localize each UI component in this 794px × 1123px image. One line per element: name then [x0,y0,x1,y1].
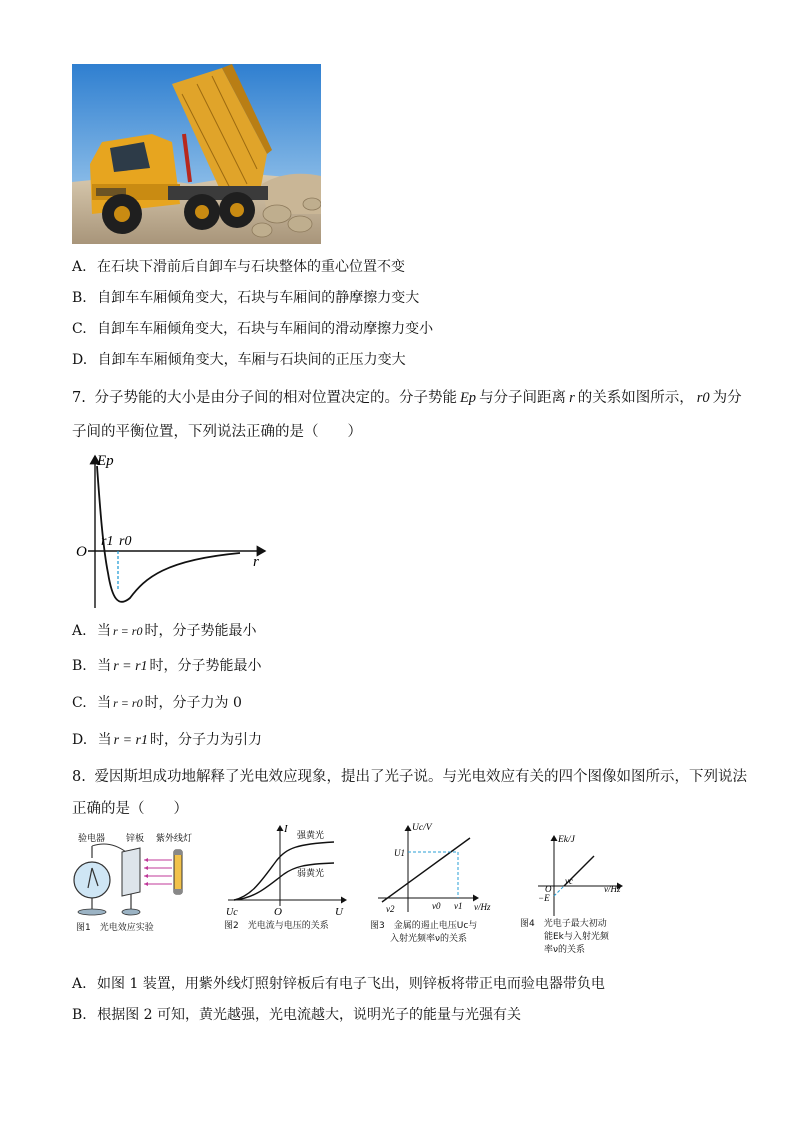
x-axis-label: U [335,906,343,918]
uc-label: Uc [226,907,238,918]
stem-text: 为分 [712,390,742,406]
option-condition: r = r0 [113,696,143,710]
figure-4-kinetic-energy [518,830,638,960]
option-text: 当 [97,623,112,639]
electroscope [74,862,110,898]
figure-3-stopping-voltage [368,818,508,948]
q8-stem-line2: 正确的是（ ） [72,801,188,817]
stem-text: 的关系如图所示， [577,390,694,406]
option-condition: r = r1 [113,659,148,674]
caption-line: 图4 光电子最大初动 [520,919,607,929]
dump-truck-photo [72,64,321,244]
y-axis-label: I [284,823,288,835]
option-letter: D. [72,732,88,748]
label-uv-lamp: 紫外线灯 [156,834,193,844]
option-condition: r = r0 [113,624,143,638]
r0-label: r0 [119,534,132,549]
ek-extension-dashed [554,886,564,896]
option-text: 时，分子势能最小 [149,658,262,674]
weak-light-label: 弱黄光 [297,869,325,879]
option-text: 时，分子力为引力 [149,732,262,748]
option-letter: C. [72,695,87,711]
strong-light-label: 强黄光 [297,831,325,841]
y-axis-label: Uc/V [412,823,432,833]
neg-e-label: −E [538,893,550,903]
q7-option-a [72,620,256,640]
figure-1-photoelectric-setup [70,828,205,940]
option-text: 当 [97,658,112,674]
option-text: 当 [97,732,112,748]
q7-stem-line2: 子间的平衡位置，下列说法正确的是（ ） [72,424,362,440]
figure-2-current-voltage [222,820,352,940]
option-letter: A. [72,623,87,639]
option-text: 自卸车车厢倾角变大，石块与车厢间的静摩擦力变大 [97,290,420,306]
q6-option-a [72,256,405,276]
ep-r-graph [70,448,270,613]
option-letter: D. [72,352,88,368]
q7-option-b [72,655,262,675]
option-letter: A. [72,259,87,275]
q8-stem-line1 [72,765,747,786]
figure-1-caption: 图1 光电效应实验 [76,923,154,933]
u1-label: U1 [394,848,405,858]
option-letter: B. [72,658,87,674]
y-axis-label: Ek/J [558,835,575,845]
q7-stem-line1 [72,386,742,407]
option-letter: C. [72,321,87,337]
option-text: 时，分子势能最小 [144,623,257,639]
option-text: 如图 1 装置，用紫外线灯照射锌板后有电子飞出，则锌板将带正电而验电器带负电 [97,976,605,992]
x-axis-label: r [253,554,259,570]
y-axis-label: Ep [97,453,114,469]
x-axis-label: ν/Hz [604,884,621,894]
zinc-plate [122,848,140,896]
q7-option-d [72,729,262,749]
q6-option-b [72,287,419,307]
origin-label: O [274,906,282,918]
q8-option-b [72,1004,521,1024]
option-letter: B. [72,290,87,306]
figure-2-caption: 图2 光电流与电压的关系 [224,921,329,931]
option-text: 自卸车车厢倾角变大，石块与车厢间的滑动摩擦力变小 [97,321,434,337]
option-text: 时，分子力为 0 [144,695,242,711]
option-condition: r = r1 [113,733,148,748]
nu0-label: ν0 [432,901,441,911]
stem-text: 与分子间距离 [479,390,567,406]
caption-line: 入射光频率ν的关系 [390,934,468,944]
option-text: 根据图 2 可知，黄光越强，光电流越大，说明光子的能量与光强有关 [97,1007,522,1023]
x-axis-label: ν/Hz [474,902,491,912]
caption-line: 率ν的关系 [544,945,586,955]
var-ep: Ep [459,390,477,406]
figure-4-caption [520,918,609,957]
nu1-label: ν1 [454,901,463,911]
caption-line: 能Ek与入射光频 [544,932,609,942]
var-r: r [569,390,575,406]
label-zinc-plate: 锌板 [126,834,145,844]
q6-option-d [72,349,406,369]
nu2-label: ν2 [386,904,395,914]
q7-option-c [72,692,242,712]
stem-text: 分子势能的大小是由分子间的相对位置决定的。分子势能 [94,390,457,406]
uv-lamp [174,850,182,894]
option-text: 当 [97,695,112,711]
caption-line: 图3 金属的遏止电压Uc与 [370,921,478,931]
origin-label: O [545,884,552,894]
nuc-label: νc [565,876,573,886]
option-text: 在石块下滑前后自卸车与石块整体的重心位置不变 [97,259,406,275]
question-number: 7. [72,390,86,406]
figure-3-caption [370,920,477,946]
origin-label: O [76,544,87,560]
option-letter: B. [72,1007,87,1023]
var-r0: r0 [696,390,710,406]
q6-option-c [72,318,433,338]
r1-label: r1 [101,534,114,549]
q8-option-a [72,973,605,993]
stem-text: 爱因斯坦成功地解释了光电效应现象，提出了光子说。与光电效应有关的四个图像如图所示，下列说法 [94,769,747,785]
question-number: 8. [72,769,86,785]
option-text: 自卸车车厢倾角变大，车厢与石块间的正压力变大 [97,352,406,368]
label-electroscope: 验电器 [78,834,106,844]
option-letter: A. [72,976,87,992]
